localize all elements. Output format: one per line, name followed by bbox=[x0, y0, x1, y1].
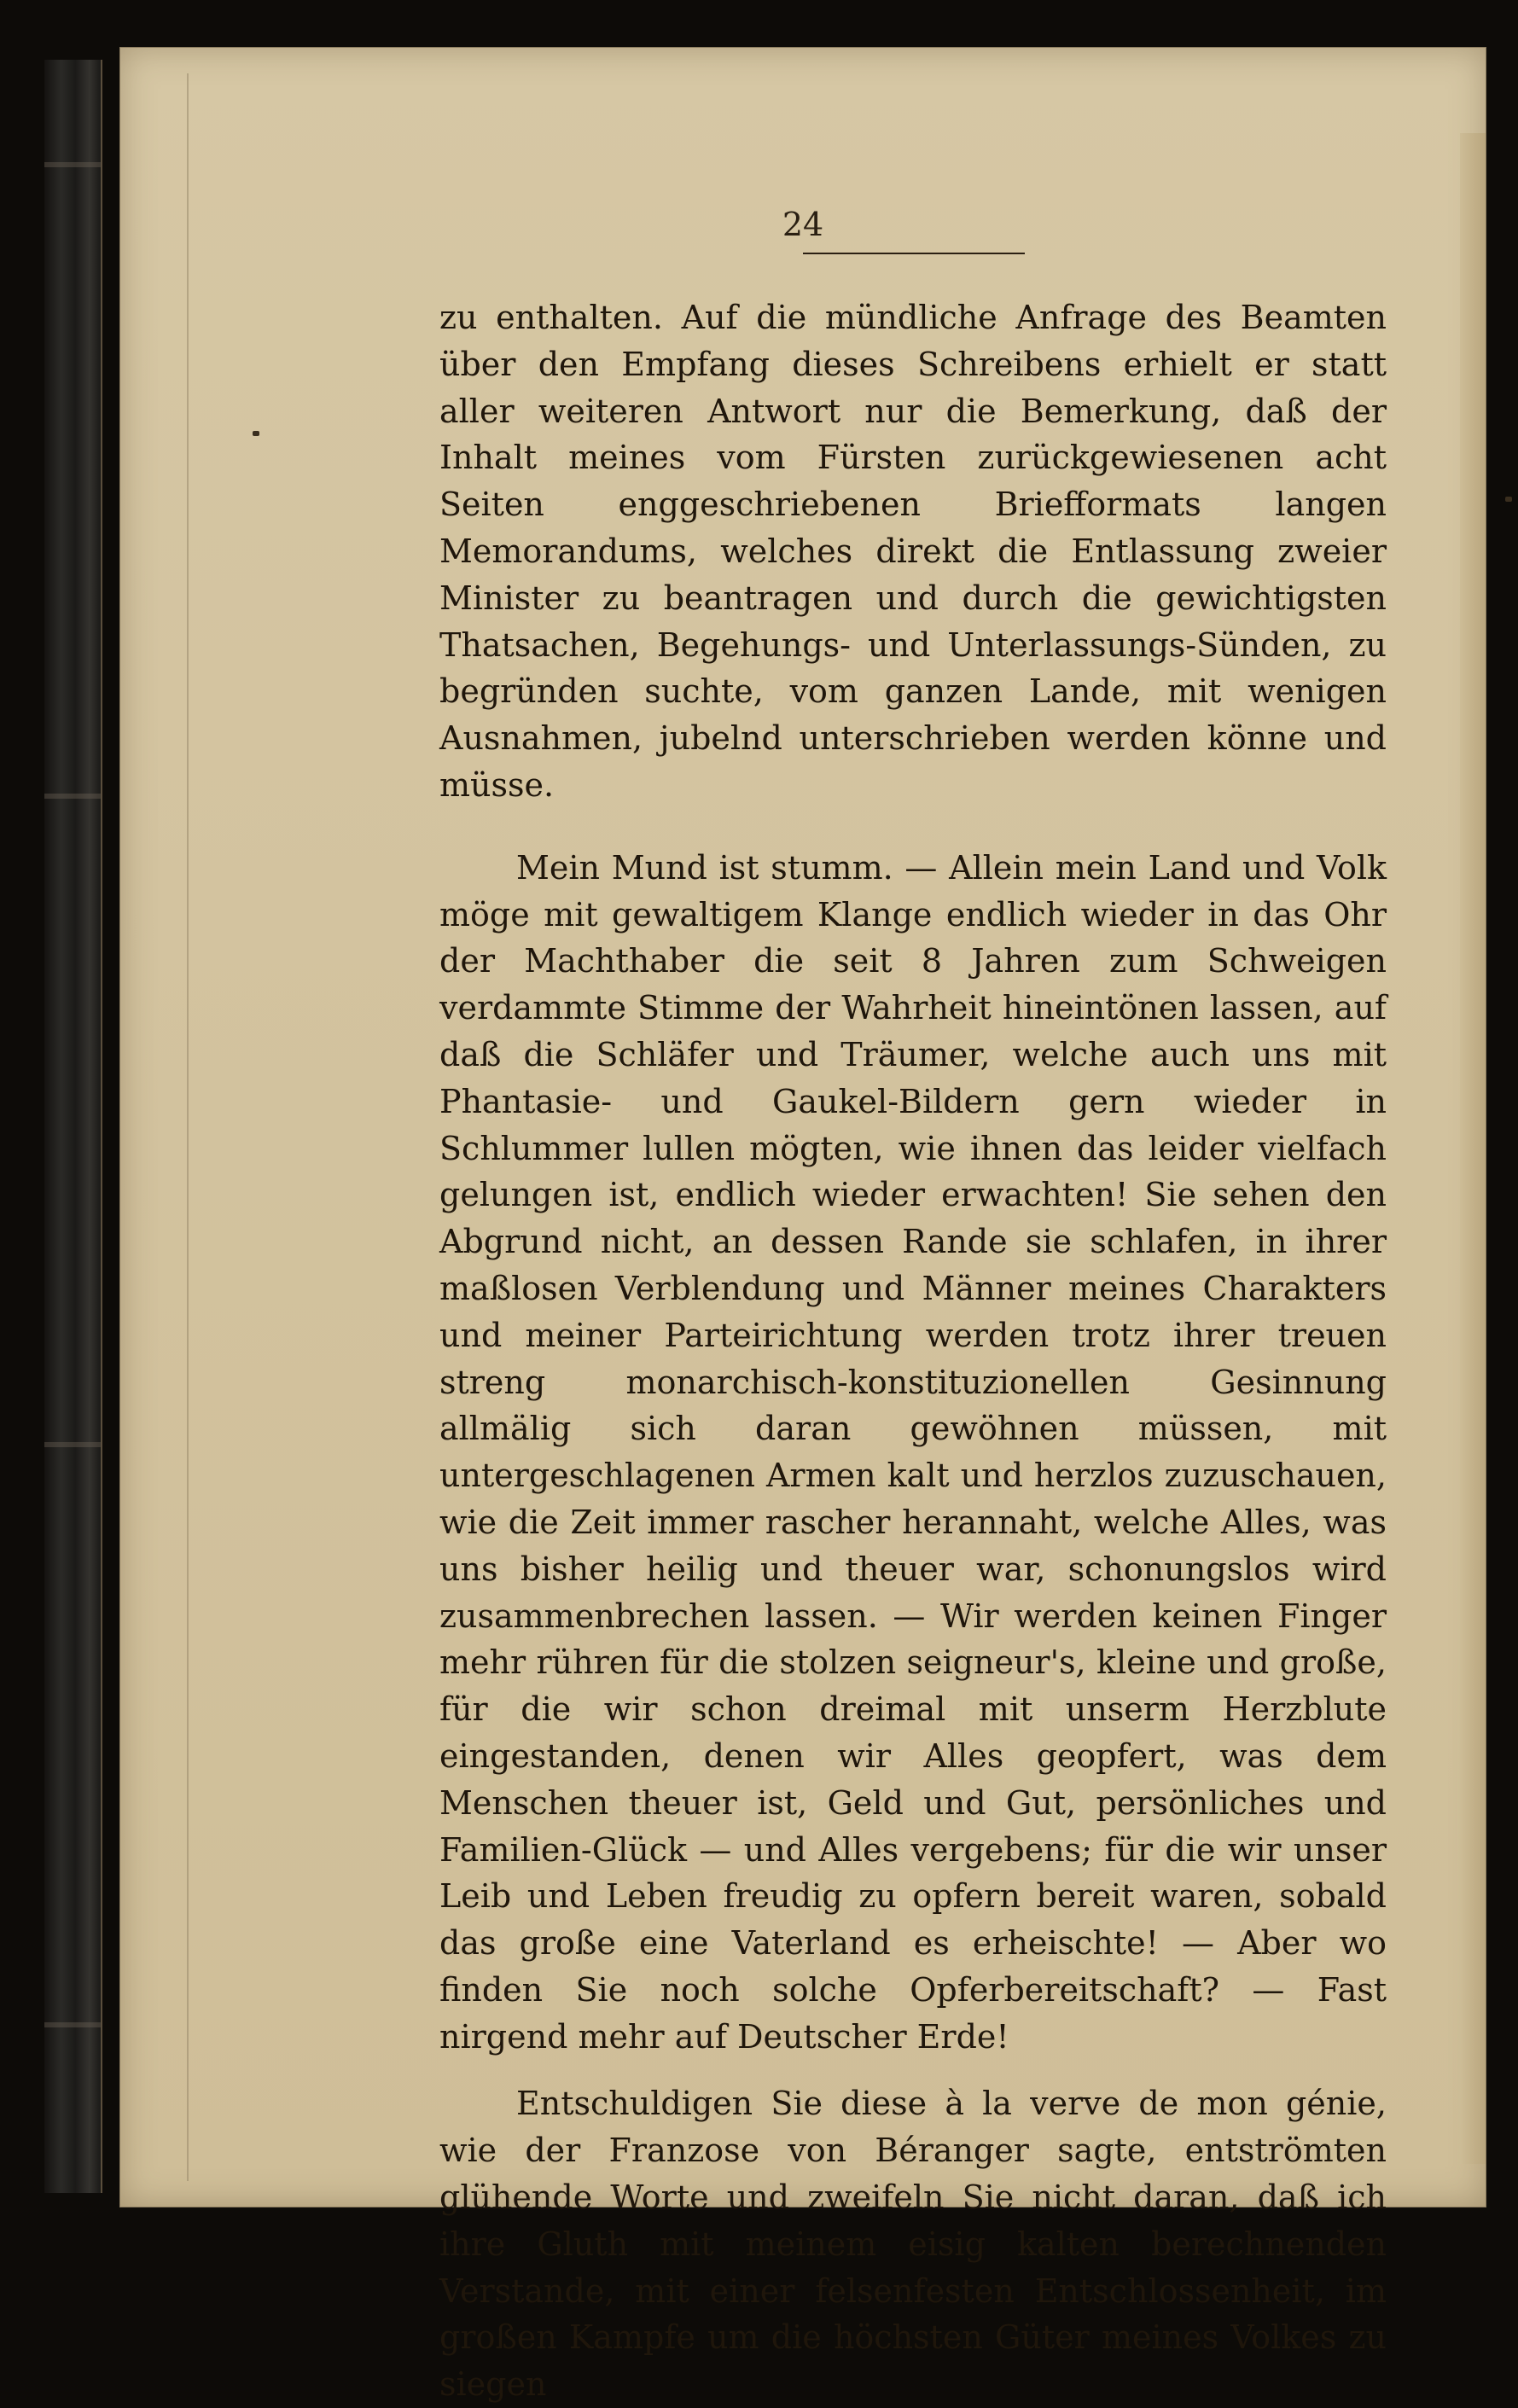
page-edge-shadow bbox=[1460, 133, 1486, 2164]
spine-stripe bbox=[44, 794, 101, 799]
spine-stripe bbox=[44, 162, 101, 167]
paragraph-2: Mein Mund ist stumm. — Allein mein Land und Volk möge mit gewaltigem Klange endlich wieder in das Ohr der Machthaber die seit 8 Jahren zum Schweigen verdammte Stimme der Wahrheit hineintönen lassen, auf daß die Schläfer und Träumer, welche auch uns mit Phantasie- und Gaukel-Bildern gern wieder in Schlummer lullen mögten, wie ihnen das leider vielfach gelungen ist, endlich wieder erwachten! Sie sehen den Abgrund nicht, an dessen Rande sie schlafen, in ihrer maßlosen Verblendung und Männer meines Charakters und meiner Parteirichtung werden trotz ihrer treuen streng monarchisch-konstituzionellen Gesinnung allmälig sich daran gewöhnen müssen, mit untergeschlagenen Armen kalt und herzlos zuzuschauen, wie die Zeit immer rascher herannaht, welche Alles, was uns bisher heilig und theuer war, schonungslos wird zusammenbrechen lassen. — Wir werden keinen Finger mehr rühren für die stolzen seigneur's, kleine und große, für die wir schon dreimal mit unserm Herzblute eingestanden, denen wir Alles geopfert, was dem Menschen theuer ist, Geld und Gut, persönliches und Familien-Glück — und Alles vergebens; für die wir unser Leib und Leben freudig zu opfern bereit waren, sobald das große eine Vaterland es erheischte! — Aber wo finden Sie noch solche Opferbereitschaft? — Fast nirgend mehr auf Deutscher Erde! bbox=[439, 848, 1387, 2056]
book-spine bbox=[44, 60, 102, 2193]
spine-stripe bbox=[44, 1442, 101, 1447]
page-number-rule bbox=[803, 253, 1025, 254]
spine-stripe bbox=[44, 2022, 101, 2027]
page-number: 24 bbox=[782, 206, 824, 243]
margin-mark bbox=[253, 431, 259, 436]
paragraph-1: zu enthalten. Auf die mündliche Anfrage des Beamten über den Empfang dieses Schreibens erhielt er statt aller weiteren Antwort nur die Bemerkung, daß der Inhalt meines vom Fürsten zurückgewiesenen acht Seiten enggeschriebenen Briefformats langen Memorandums, welches direkt die Entlassung zweier Minister zu beantragen und durch die gewichtigsten Thatsachen, Begehungs- und Unterlassungs-Sünden, zu begründen suchte, vom ganzen Lande, mit wenigen Ausnahmen, jubelnd unterschrieben werden könne und müsse. bbox=[439, 299, 1387, 804]
margin-mark bbox=[1505, 497, 1512, 502]
paragraph-3: Entschuldigen Sie diese à la verve de mon génie, wie der Franzose von Béranger sagte, entströmten glühende Worte und zweifeln Sie nicht daran, daß ich ihre Gluth mit meinem eisig kalten berechnenden Verstande, mit einer felsenfesten Entschlossenheit, im großen Kampfe um die höchsten Güter meines Volkes zu siegen bbox=[439, 2085, 1387, 2404]
body-text bbox=[439, 294, 1387, 2408]
